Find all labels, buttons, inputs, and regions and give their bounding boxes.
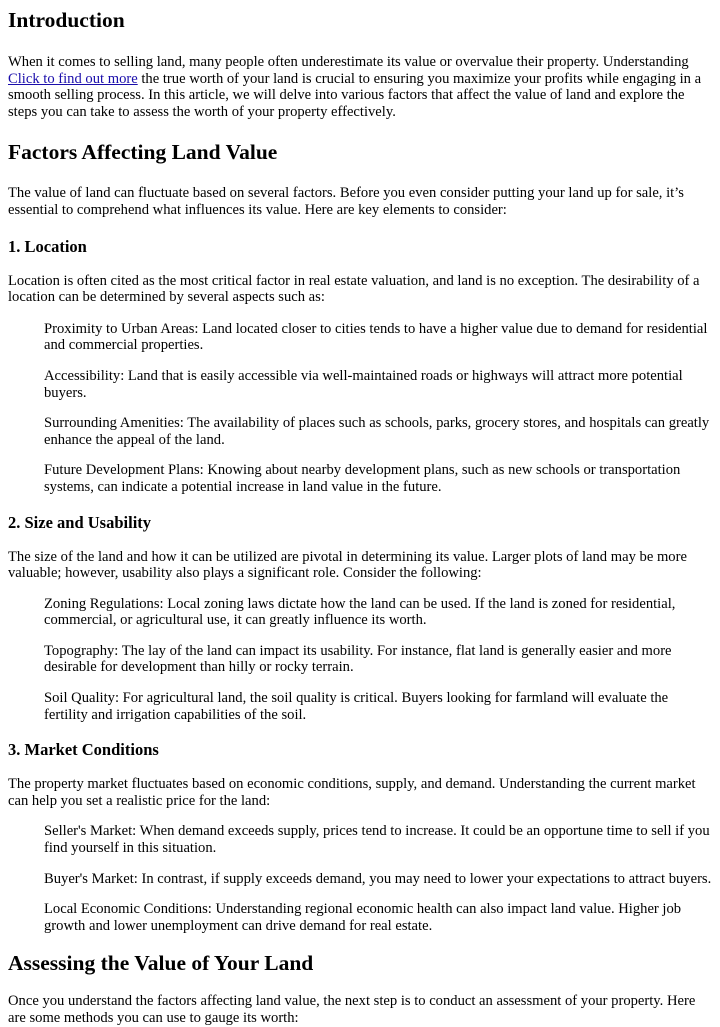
location-intro: Location is often cited as the most critical factor in real estate valuation, and land is no exception. The desirability of a location can be determined by several aspects such as: <box>8 272 700 306</box>
list-item-buyers-market: Buyer's Market: In contrast, if supply exceeds demand, you may need to lower your expectations to attract buyers. <box>44 870 712 887</box>
list-item-sellers-market: Seller's Market: When demand exceeds supply, prices tend to increase. It could be an opportune time to sell if you find yourself in this situation. <box>44 823 710 857</box>
size-heading: 2. Size and Usability <box>8 512 152 532</box>
list-item-proximity: Proximity to Urban Areas: Land located closer to cities tends to have a higher value due to demand for residential and commercial properties. <box>44 320 708 354</box>
intro-heading: Introduction <box>8 8 125 32</box>
factors-intro: The value of land can fluctuate based on several factors. Before you even consider putting your land up for sale, it’s essential to comprehend what influences its value. Here are key elements to consider: <box>8 185 684 218</box>
list-item-development-plans: Future Development Plans: Knowing about nearby development plans, such as new schools or transportation systems, can indicate a potential increase in land value in the future. <box>44 462 681 495</box>
list-item-topography: Topography: The lay of the land can impact its usability. For instance, flat land is generally easier and more desirable for development than hilly or rocky terrain. <box>44 642 672 676</box>
assessing-intro: Once you understand the factors affecting land value, the next step is to conduct an assessment of your property. Here are some methods you can use to gauge its worth: <box>8 993 696 1026</box>
intro-text-after: the true worth of your land is crucial to ensuring you maximize your profits while engaging in a smooth selling process. In this article, we will delve into various factors that affect the value of land and explore the steps you can take to assess the worth of your property effectively. <box>8 70 702 120</box>
market-heading: 3. Market Conditions <box>8 740 159 760</box>
list-item-economic-conditions: Local Economic Conditions: Understanding regional economic health can also impact land value. Higher job growth and lower unemployment can drive demand for real estate. <box>44 901 682 934</box>
list-item-zoning: Zoning Regulations: Local zoning laws dictate how the land can be used. If the land is zoned for residential, commercial, or agricultural use, it can greatly influence its worth. <box>44 595 676 629</box>
size-intro: The size of the land and how it can be utilized are pivotal in determining its value. Larger plots of land may be more valuable; however, usability also plays a significant role. Consider the following: <box>8 548 687 582</box>
factors-heading: Factors Affecting Land Value <box>8 140 278 165</box>
list-item-accessibility: Accessibility: Land that is easily accessible via well-maintained roads or highways will attract more potential buyers. <box>44 367 683 401</box>
list-item-soil-quality: Soil Quality: For agricultural land, the soil quality is critical. Buyers looking for farmland will evaluate the fertility and irrigation capabilities of the soil. <box>44 690 669 723</box>
intro-paragraph <box>8 54 712 120</box>
market-intro: The property market fluctuates based on economic conditions, supply, and demand. Understanding the current market can help you set a realistic price for the land: <box>8 776 696 809</box>
location-heading: 1. Location <box>8 236 87 256</box>
intro-text-before: When it comes to selling land, many people often underestimate its value or overvalue their property. Understanding <box>8 54 689 70</box>
assessing-heading: Assessing the Value of Your Land <box>8 951 314 976</box>
find-out-more-link[interactable]: Click to find out more <box>8 70 138 87</box>
list-item-amenities: Surrounding Amenities: The availability of places such as schools, parks, grocery stores, and hospitals can greatly enhance the appeal of the land. <box>44 415 710 448</box>
